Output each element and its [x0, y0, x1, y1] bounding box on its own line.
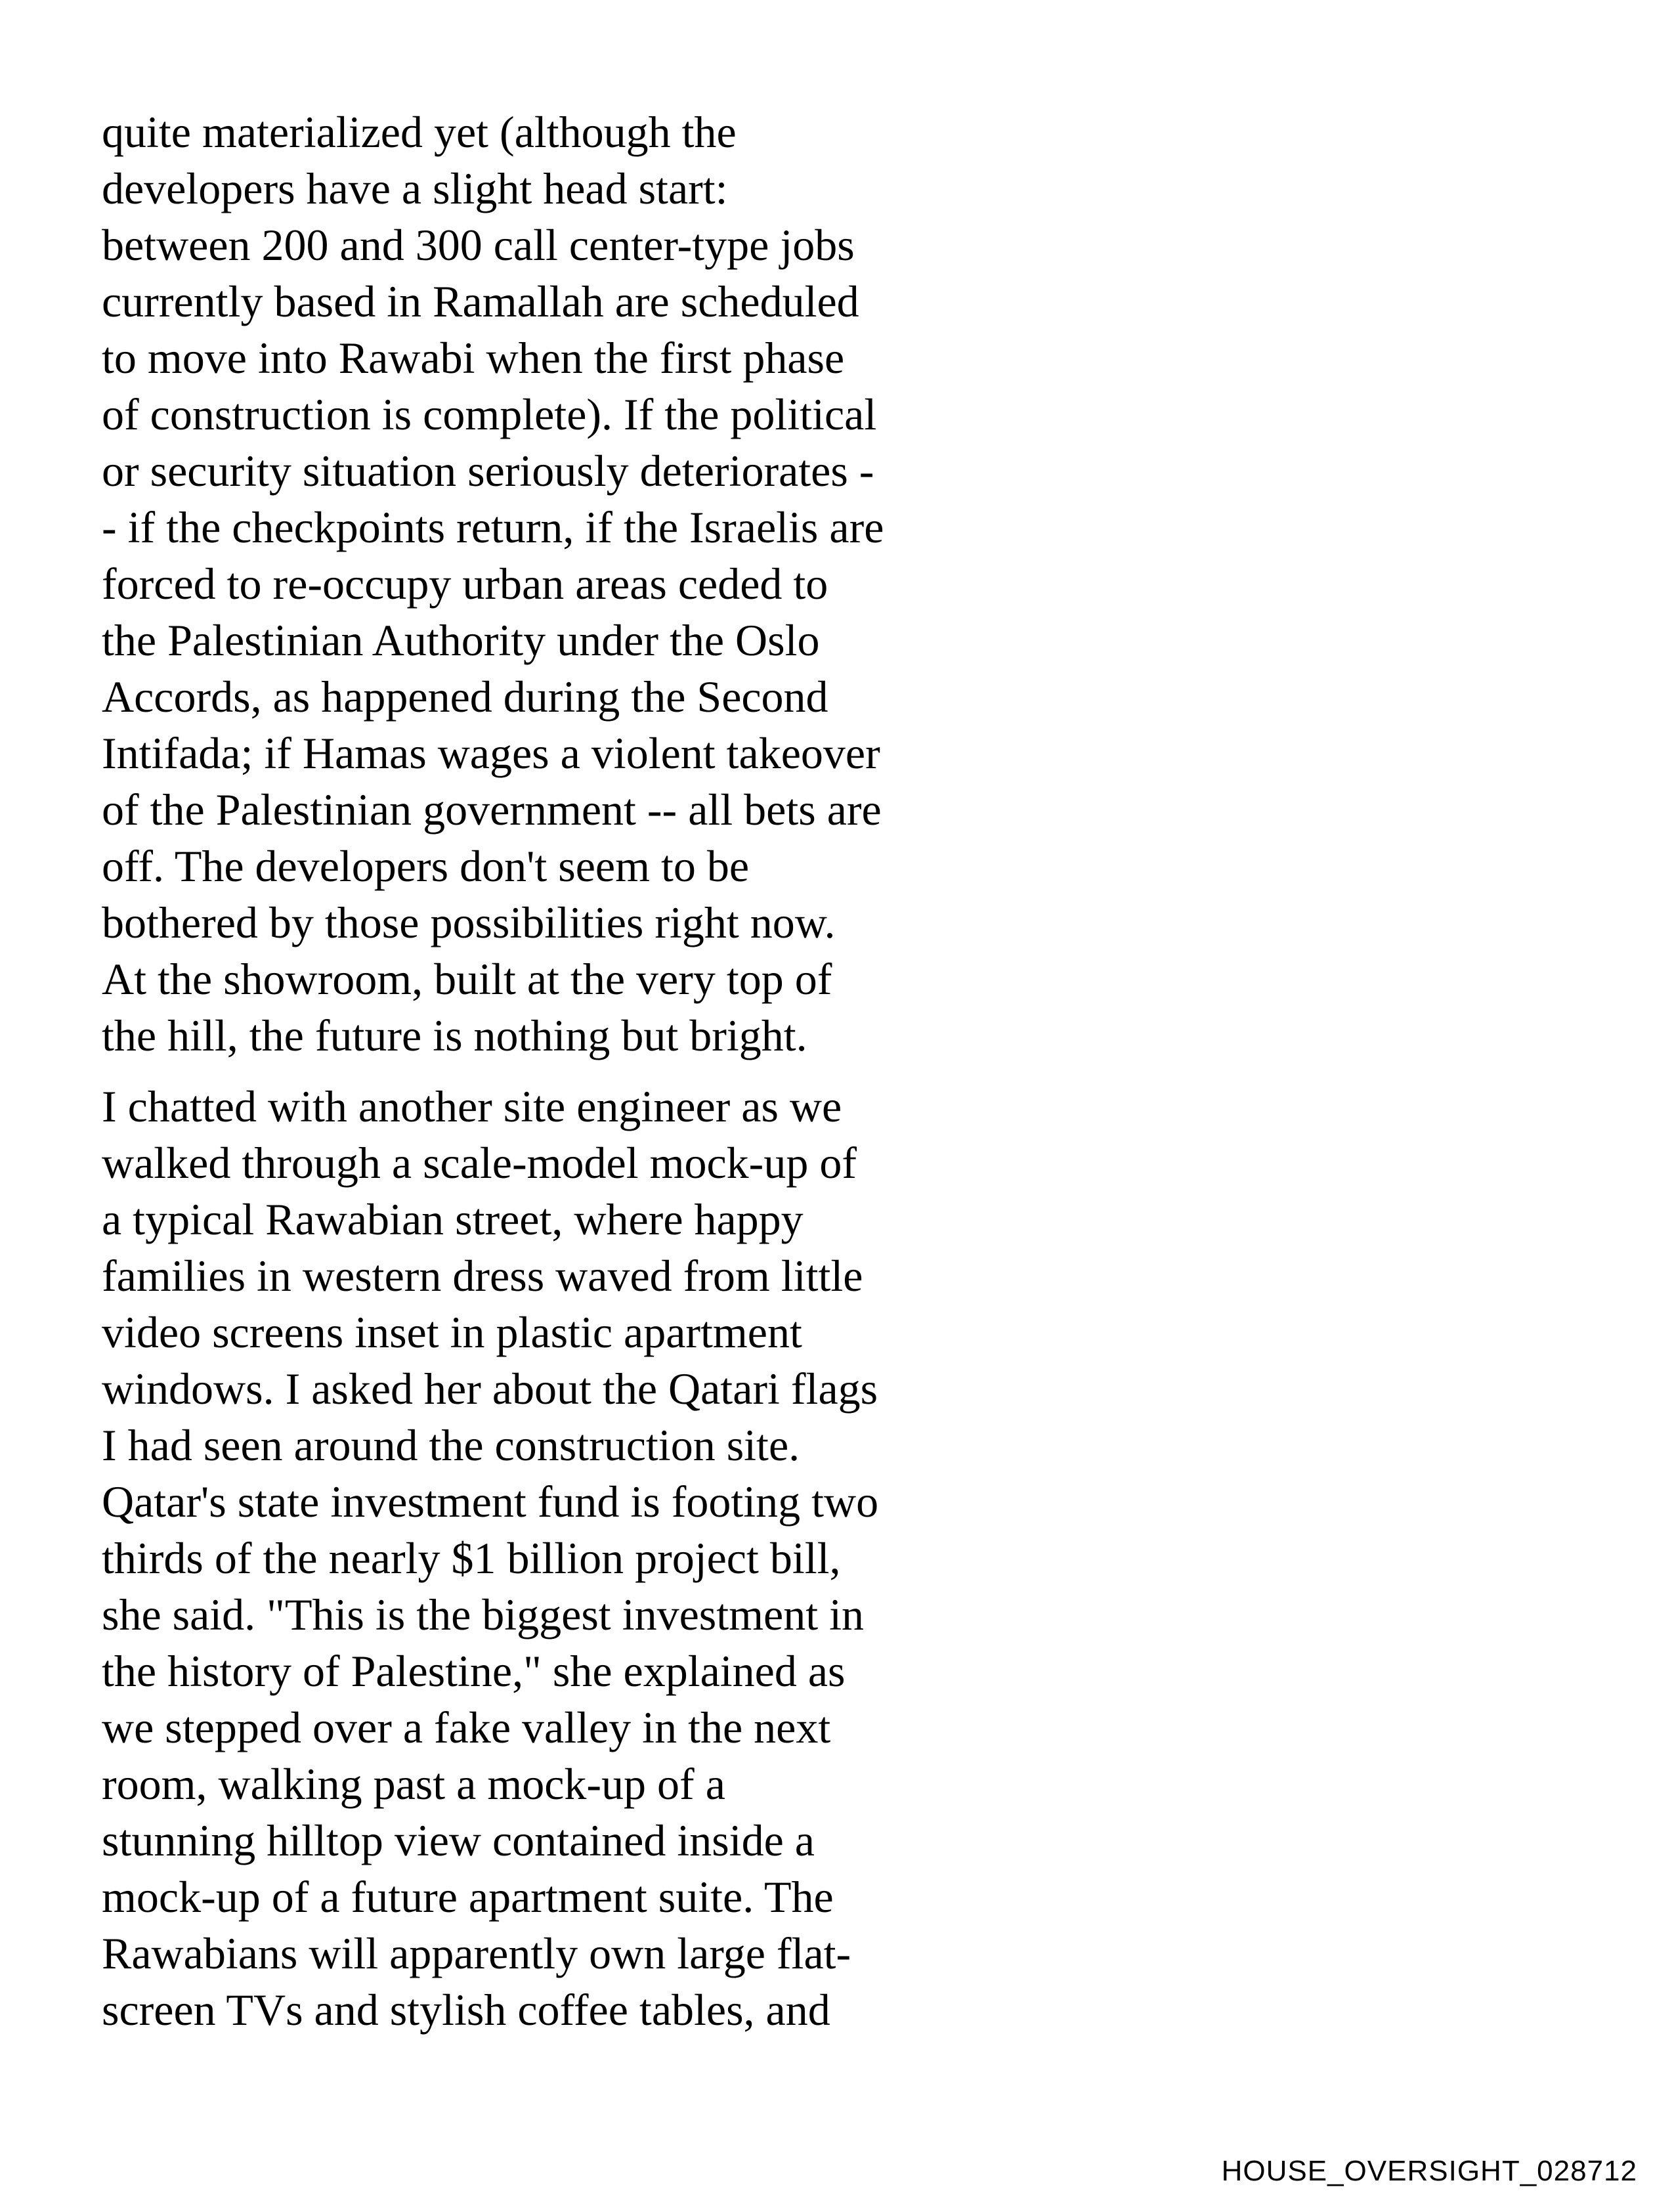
- text-line: Qatar's state investment fund is footing two: [102, 1477, 879, 1527]
- text-line: a typical Rawabian street, where happy: [102, 1194, 804, 1244]
- text-line: quite materialized yet (although the: [102, 107, 737, 157]
- text-line: walked through a scale-model mock-up of: [102, 1138, 857, 1188]
- text-line: mock-up of a future apartment suite. The: [102, 1872, 834, 1922]
- text-line: or security situation seriously deteriorates -: [102, 446, 874, 496]
- text-line: we stepped over a fake valley in the next: [102, 1702, 831, 1752]
- text-line: Intifada; if Hamas wages a violent takeover: [102, 728, 880, 778]
- body-text-column: [102, 104, 1034, 2038]
- text-line: developers have a slight head start:: [102, 163, 728, 213]
- text-line: of construction is complete). If the political: [102, 389, 877, 439]
- text-line: Accords, as happened during the Second: [102, 672, 828, 722]
- text-line: - if the checkpoints return, if the Israelis are: [102, 502, 884, 552]
- text-line: the Palestinian Authority under the Oslo: [102, 615, 820, 665]
- text-line: bothered by those possibilities right now.: [102, 898, 836, 947]
- text-line: between 200 and 300 call center-type jobs: [102, 220, 855, 270]
- text-line: families in western dress waved from little: [102, 1251, 863, 1301]
- text-line: At the showroom, built at the very top of: [102, 954, 832, 1004]
- text-line: currently based in Ramallah are scheduled: [102, 276, 859, 326]
- text-line: screen TVs and stylish coffee tables, and: [102, 1985, 830, 2035]
- text-line: the history of Palestine," she explained as: [102, 1646, 846, 1696]
- text-line: of the Palestinian government -- all bets are: [102, 785, 882, 835]
- text-line: I chatted with another site engineer as we: [102, 1081, 842, 1131]
- paragraph-2: [102, 1078, 1034, 2038]
- paragraph-1: [102, 104, 1034, 1064]
- text-line: windows. I asked her about the Qatari flags: [102, 1364, 878, 1414]
- text-line: she said. "This is the biggest investment in: [102, 1590, 864, 1639]
- document-id-footer: HOUSE_OVERSIGHT_028712: [1221, 2155, 1637, 2187]
- text-line: room, walking past a mock-up of a: [102, 1759, 725, 1809]
- text-line: off. The developers don't seem to be: [102, 841, 750, 891]
- text-line: stunning hilltop view contained inside a: [102, 1815, 815, 1865]
- text-line: video screens inset in plastic apartment: [102, 1307, 802, 1357]
- text-line: to move into Rawabi when the first phase: [102, 333, 845, 383]
- text-line: the hill, the future is nothing but bright.: [102, 1010, 807, 1060]
- text-line: Rawabians will apparently own large flat-: [102, 1928, 851, 1978]
- text-line: forced to re-occupy urban areas ceded to: [102, 559, 828, 609]
- text-line: I had seen around the construction site.: [102, 1420, 800, 1470]
- text-line: thirds of the nearly $1 billion project bill,: [102, 1533, 841, 1583]
